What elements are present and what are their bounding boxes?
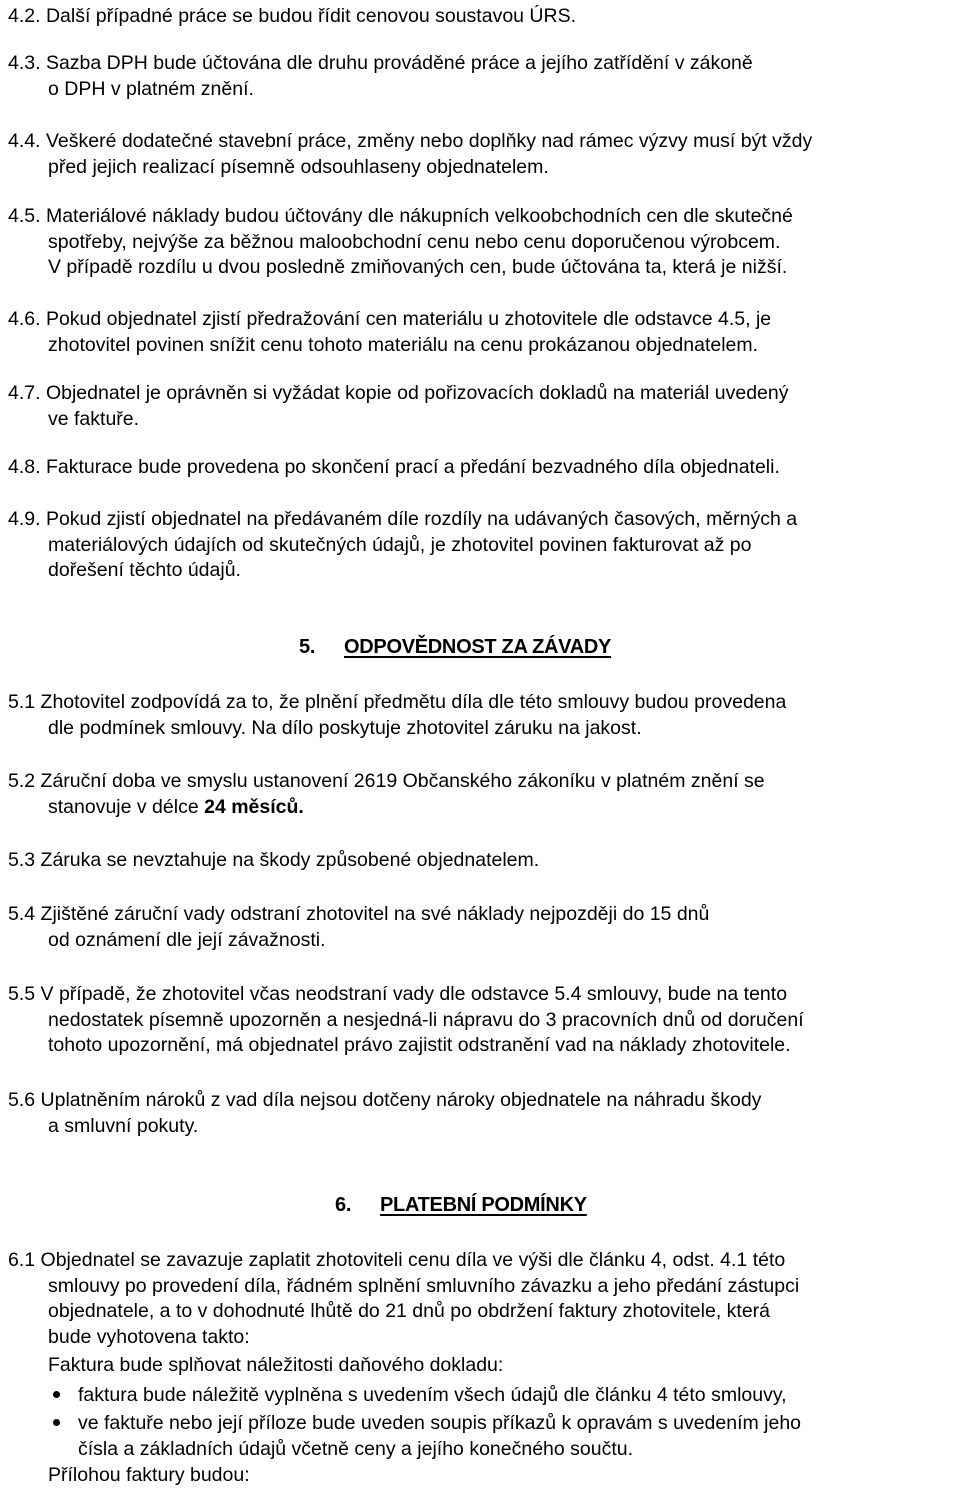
clause-number: 6.1 [8,1249,36,1271]
clause-text-continued: smlouvy po provedení díla, řádném splnění smluvního závazku a jeho předání zástupci [48,1274,800,1297]
list-item-text: faktura bude náležitě vyplněna s uvedením všech údajů dle článku 4 této smlouvy, [78,1384,787,1406]
bullet-icon [53,1391,60,1398]
section-number: 5. [299,636,316,658]
section-heading-5 [299,634,611,660]
clause-number: 5.2 [8,770,36,792]
clause-text: Zjištěné záruční vady odstraní zhotovitel na své náklady nejpozději do 15 dnů [40,903,710,925]
clause-text-continued: a smluvní pokuty. [48,1114,199,1137]
clause-text-continued: materiálových údajích od skutečných údajů, je zhotovitel povinen fakturovat až po [48,533,752,556]
section-title: PLATEBNÍ PODMÍNKY [380,1194,587,1216]
clause-number: 4.5. [8,205,41,227]
clause-text-continued: nedostatek písemně upozorněn a nesjedná-li nápravu do 3 pracovních dnů od doručení [48,1008,804,1031]
clause-text-continued: zhotovitel povinen snížit cenu tohoto materiálu na cenu prokázanou objednatelem. [48,333,759,356]
clause-text-continued: dle podmínek smlouvy. Na dílo poskytuje zhotovitel záruku na jakost. [48,716,642,739]
clause-number: 4.7. [8,382,41,404]
section-number: 6. [335,1194,352,1216]
clause-number: 4.6. [8,308,41,330]
clause-text: Zhotovitel zodpovídá za to, že plnění předmětu díla dle této smlouvy budou provedena [40,691,787,713]
clause-number: 4.3. [8,52,41,74]
clause-5-2 [8,769,956,820]
bullet-icon [53,1419,60,1426]
clause-number: 4.2. [8,5,41,27]
clause-4-9 [8,507,956,584]
clause-text: Objednatel je oprávněn si vyžádat kopie od pořizovacích dokladů na materiál uvedený [45,382,789,404]
clause-number: 4.8. [8,456,41,478]
list-item [48,1382,956,1408]
clause-number: 5.4 [8,903,36,925]
clause-number: 5.5 [8,983,36,1005]
clause-5-5 [8,982,956,1059]
clause-4-4 [8,129,956,180]
invoice-intro: Faktura bude splňovat náležitosti daňového dokladu: [48,1354,504,1376]
list-item [48,1410,956,1462]
clause-number: 5.1 [8,691,36,713]
clause-text: Záruční doba ve smyslu ustanovení 2619 Občanského zákoníku v platném znění se [40,770,765,792]
clause-text: Pokud zjistí objednatel na předávaném díle rozdíly na udávaných časových, měrných a [45,508,798,530]
clause-text-continued: dořešení těchto údajů. [48,559,241,581]
section-title: ODPOVĚDNOST ZA ZÁVADY [344,636,612,658]
list-item-text-continued: čísla a základních údajů včetně ceny a jejího konečného součtu. [78,1438,634,1460]
clause-text: Sazba DPH bude účtována dle druhu prováděné práce a jejího zatřídění v zákoně [45,52,753,74]
clause-text: V případě, že zhotovitel včas neodstraní vady dle odstavce 5.4 smlouvy, bude na tento [40,983,788,1005]
clause-number: 5.3 [8,849,36,871]
list-item-text: ve faktuře nebo její příloze bude uveden soupis příkazů k opravám s uvedením jeho [78,1412,802,1434]
clause-text: Objednatel se zavazuje zaplatit zhotoviteli cenu díla ve výši dle článku 4, odst. 4.1 této [40,1249,786,1271]
clause-text-continued: V případě rozdílu u dvou posledně zmiňovaných cen, bude účtována ta, která je nižší. [48,256,788,278]
warranty-period: 24 měsíců. [204,795,304,818]
clause-text: Záruka se nevztahuje na škody způsobené objednatelem. [40,849,540,871]
clause-text-continued: o DPH v platném znění. [48,77,254,100]
attachments-intro: Přílohou faktury budou: [48,1464,250,1486]
clause-text-continued: tohoto upozornění, má objednatel právo zajistit odstranění vad na náklady zhotovitele. [48,1034,791,1056]
clause-text: Veškeré dodatečné stavební práce, změny nebo doplňky nad rámec výzvy musí být vždy [45,130,813,152]
clause-text: Materiálové náklady budou účtovány dle nákupních velkoobchodních cen dle skutečné [45,205,793,227]
clause-5-1 [8,690,956,741]
clause-number: 4.4. [8,130,41,152]
clause-text-continued: od oznámení dle její závažnosti. [48,928,326,951]
clause-number: 4.9. [8,508,41,530]
clause-4-2 [8,4,956,30]
clause-text: Fakturace bude provedena po skončení prací a předání bezvadného díla objednateli. [45,456,780,478]
clause-text-continued: spotřeby, nejvýše za běžnou maloobchodní cenu nebo cenu doporučenou výrobcem. [48,230,781,253]
clause-6-1 [8,1248,956,1350]
clause-text: Uplatněním nároků z vad díla nejsou dotčeny nároky objednatele na náhradu škody [40,1089,762,1111]
clause-4-8 [8,455,956,481]
clause-number: 5.6 [8,1089,36,1111]
clause-text: Pokud objednatel zjistí předražování cen materiálu u zhotovitele dle odstavce 4.5, je [45,308,772,330]
clause-4-6 [8,307,956,358]
clause-4-7 [8,381,956,432]
clause-text-continued: před jejich realizací písemně odsouhlaseny objednatelem. [48,155,549,178]
clause-5-4 [8,902,956,953]
clause-text-continued: ve faktuře. [48,407,140,430]
clause-4-5 [8,204,956,281]
clause-text: Další případné práce se budou řídit cenovou soustavou ÚRS. [45,5,577,27]
clause-5-6 [8,1088,956,1139]
clause-text-continued: stanovuje v délce [48,795,205,818]
clause-5-3 [8,848,956,874]
section-heading-6 [335,1192,587,1218]
clause-text-continued: objednatele, a to v dohodnuté lhůtě do 21 dnů po obdržení faktury zhotovitele, která [48,1300,771,1322]
clause-text-continued: bude vyhotovena takto: [48,1325,250,1348]
clause-4-3 [8,51,956,102]
